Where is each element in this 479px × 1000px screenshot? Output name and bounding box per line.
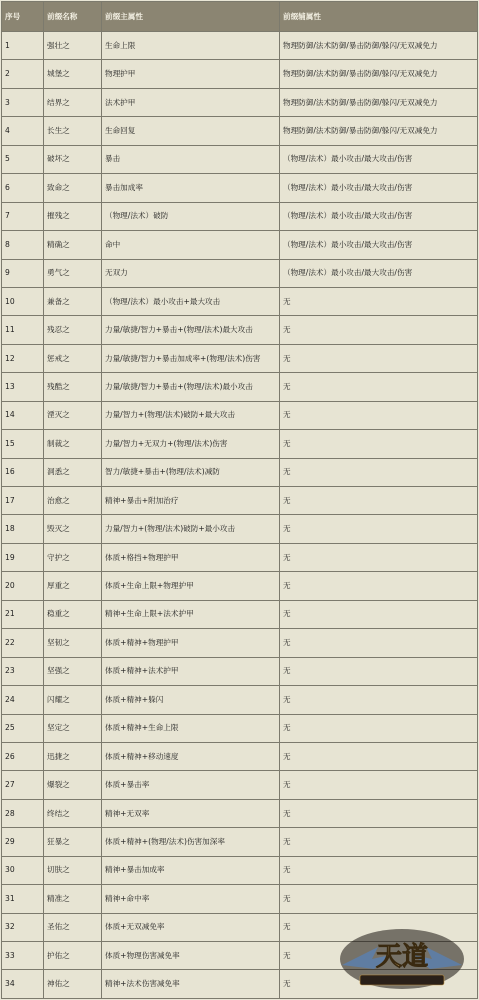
cell-main-attribute: 体质+精神+躲闪	[102, 686, 280, 714]
cell-index: 20	[2, 572, 44, 600]
cell-main-attribute: 精神+暴击加成率	[102, 856, 280, 884]
cell-sub-attribute: 无	[280, 316, 478, 344]
logo-subtitle-bar	[360, 975, 444, 985]
cell-index: 5	[2, 145, 44, 173]
cell-sub-attribute: 物理防御/法术防御/暴击防御/躲闪/无双减免力	[280, 60, 478, 88]
table-row	[2, 259, 478, 287]
cell-index: 10	[2, 287, 44, 315]
table-row	[2, 231, 478, 259]
cell-main-attribute: 体质+精神+移动速度	[102, 742, 280, 770]
cell-prefix-name: 迅捷之	[44, 742, 102, 770]
table-row	[2, 373, 478, 401]
table-row	[2, 629, 478, 657]
cell-main-attribute: 智力/敏捷+暴击+(物理/法术)减防	[102, 458, 280, 486]
cell-main-attribute: 体质+精神+物理护甲	[102, 629, 280, 657]
table-row	[2, 430, 478, 458]
table-row	[2, 799, 478, 827]
cell-prefix-name: 精准之	[44, 885, 102, 913]
cell-sub-attribute: 无	[280, 799, 478, 827]
cell-main-attribute: 体质+格挡+物理护甲	[102, 543, 280, 571]
cell-prefix-name: 制裁之	[44, 430, 102, 458]
cell-prefix-name: 稳重之	[44, 600, 102, 628]
table-row	[2, 145, 478, 173]
cell-index: 9	[2, 259, 44, 287]
cell-main-attribute: 体质+精神+(物理/法术)伤害加深率	[102, 828, 280, 856]
table-row	[2, 117, 478, 145]
logo-title: 天道	[375, 942, 429, 972]
cell-main-attribute: 力量/智力+无双力+(物理/法术)伤害	[102, 430, 280, 458]
prefix-attribute-table	[1, 1, 478, 999]
cell-main-attribute: 体质+精神+生命上限	[102, 714, 280, 742]
cell-main-attribute: 生命回复	[102, 117, 280, 145]
cell-index: 15	[2, 430, 44, 458]
header-main-attribute: 前缀主属性	[102, 2, 280, 32]
table-row	[2, 657, 478, 685]
cell-index: 16	[2, 458, 44, 486]
cell-main-attribute: 精神+命中率	[102, 885, 280, 913]
header-prefix-name: 前缀名称	[44, 2, 102, 32]
cell-prefix-name: 惩戒之	[44, 344, 102, 372]
cell-prefix-name: 爆裂之	[44, 771, 102, 799]
table-row	[2, 572, 478, 600]
cell-index: 32	[2, 913, 44, 941]
cell-prefix-name: 致命之	[44, 174, 102, 202]
cell-main-attribute: 力量/敏捷/智力+暴击+(物理/法术)最大攻击	[102, 316, 280, 344]
cell-prefix-name: 神佑之	[44, 970, 102, 998]
cell-prefix-name: 兼备之	[44, 287, 102, 315]
cell-main-attribute: （物理/法术）最小攻击+最大攻击	[102, 287, 280, 315]
table-row	[2, 316, 478, 344]
cell-index: 18	[2, 515, 44, 543]
table-body	[2, 32, 478, 999]
cell-sub-attribute: 无	[280, 970, 478, 998]
cell-prefix-name: 洞悉之	[44, 458, 102, 486]
cell-main-attribute: 体质+物理伤害减免率	[102, 942, 280, 970]
cell-sub-attribute: 无	[280, 401, 478, 429]
cell-sub-attribute: 物理防御/法术防御/暴击防御/躲闪/无双减免力	[280, 32, 478, 60]
table-header-row	[2, 2, 478, 32]
cell-sub-attribute: 无	[280, 913, 478, 941]
cell-index: 12	[2, 344, 44, 372]
cell-main-attribute: 精神+暴击+附加治疗	[102, 487, 280, 515]
cell-main-attribute: 力量/敏捷/智力+暴击加成率+(物理/法术)伤害	[102, 344, 280, 372]
cell-index: 8	[2, 231, 44, 259]
cell-sub-attribute: 无	[280, 543, 478, 571]
cell-main-attribute: 命中	[102, 231, 280, 259]
cell-prefix-name: 残酷之	[44, 373, 102, 401]
cell-index: 33	[2, 942, 44, 970]
cell-main-attribute: 力量/敏捷/智力+暴击+(物理/法术)最小攻击	[102, 373, 280, 401]
cell-prefix-name: 精确之	[44, 231, 102, 259]
table-row	[2, 742, 478, 770]
table-row	[2, 60, 478, 88]
cell-prefix-name: 湮灭之	[44, 401, 102, 429]
cell-prefix-name: 坚韧之	[44, 629, 102, 657]
cell-index: 31	[2, 885, 44, 913]
cell-index: 2	[2, 60, 44, 88]
cell-index: 30	[2, 856, 44, 884]
cell-prefix-name: 切肤之	[44, 856, 102, 884]
header-index: 序号	[2, 2, 44, 32]
table-row	[2, 686, 478, 714]
cell-sub-attribute: 无	[280, 600, 478, 628]
cell-main-attribute: 体质+生命上限+物理护甲	[102, 572, 280, 600]
cell-sub-attribute: （物理/法术）最小攻击/最大攻击/伤害	[280, 231, 478, 259]
cell-sub-attribute: （物理/法术）最小攻击/最大攻击/伤害	[280, 145, 478, 173]
cell-sub-attribute: 无	[280, 487, 478, 515]
cell-main-attribute: 体质+暴击率	[102, 771, 280, 799]
cell-index: 34	[2, 970, 44, 998]
cell-index: 3	[2, 88, 44, 116]
cell-sub-attribute: 无	[280, 430, 478, 458]
cell-index: 22	[2, 629, 44, 657]
game-logo	[338, 925, 466, 993]
table-row	[2, 287, 478, 315]
cell-sub-attribute: 无	[280, 515, 478, 543]
cell-main-attribute: 体质+无双减免率	[102, 913, 280, 941]
cell-main-attribute: 精神+无双率	[102, 799, 280, 827]
cell-prefix-name: 勇气之	[44, 259, 102, 287]
cell-index: 4	[2, 117, 44, 145]
cell-sub-attribute: 无	[280, 686, 478, 714]
header-sub-attribute: 前缀辅属性	[280, 2, 478, 32]
cell-main-attribute: 暴击	[102, 145, 280, 173]
cell-prefix-name: 厚重之	[44, 572, 102, 600]
cell-sub-attribute: 无	[280, 828, 478, 856]
cell-sub-attribute: 无	[280, 942, 478, 970]
cell-sub-attribute: 无	[280, 856, 478, 884]
cell-index: 11	[2, 316, 44, 344]
cell-prefix-name: 城堡之	[44, 60, 102, 88]
cell-index: 14	[2, 401, 44, 429]
cell-sub-attribute: 无	[280, 344, 478, 372]
cell-prefix-name: 结界之	[44, 88, 102, 116]
table-row	[2, 32, 478, 60]
cell-index: 24	[2, 686, 44, 714]
cell-prefix-name: 圣佑之	[44, 913, 102, 941]
cell-main-attribute: 法术护甲	[102, 88, 280, 116]
table-row	[2, 714, 478, 742]
cell-sub-attribute: 无	[280, 572, 478, 600]
cell-index: 19	[2, 543, 44, 571]
cell-index: 28	[2, 799, 44, 827]
table-row	[2, 401, 478, 429]
cell-prefix-name: 守护之	[44, 543, 102, 571]
table-row	[2, 202, 478, 230]
table-row	[2, 174, 478, 202]
cell-prefix-name: 护佑之	[44, 942, 102, 970]
cell-index: 13	[2, 373, 44, 401]
table-row	[2, 487, 478, 515]
cell-sub-attribute: 无	[280, 742, 478, 770]
cell-sub-attribute: （物理/法术）最小攻击/最大攻击/伤害	[280, 259, 478, 287]
table-row	[2, 856, 478, 884]
cell-main-attribute: 精神+生命上限+法术护甲	[102, 600, 280, 628]
table-row	[2, 885, 478, 913]
cell-index: 6	[2, 174, 44, 202]
cell-prefix-name: 终结之	[44, 799, 102, 827]
cell-main-attribute: 力量/智力+(物理/法术)破防+最小攻击	[102, 515, 280, 543]
cell-index: 27	[2, 771, 44, 799]
cell-prefix-name: 长生之	[44, 117, 102, 145]
cell-index: 26	[2, 742, 44, 770]
cell-main-attribute: 力量/智力+(物理/法术)破防+最大攻击	[102, 401, 280, 429]
table-row	[2, 344, 478, 372]
cell-sub-attribute: 无	[280, 657, 478, 685]
cell-prefix-name: 破坏之	[44, 145, 102, 173]
cell-prefix-name: 摧残之	[44, 202, 102, 230]
cell-index: 17	[2, 487, 44, 515]
cell-sub-attribute: （物理/法术）最小攻击/最大攻击/伤害	[280, 174, 478, 202]
table-row	[2, 458, 478, 486]
cell-sub-attribute: 物理防御/法术防御/暴击防御/躲闪/无双减免力	[280, 117, 478, 145]
cell-index: 29	[2, 828, 44, 856]
cell-main-attribute: （物理/法术）破防	[102, 202, 280, 230]
cell-main-attribute: 精神+法术伤害减免率	[102, 970, 280, 998]
cell-main-attribute: 生命上限	[102, 32, 280, 60]
cell-prefix-name: 狂暴之	[44, 828, 102, 856]
cell-sub-attribute: 无	[280, 629, 478, 657]
table-row	[2, 771, 478, 799]
cell-index: 23	[2, 657, 44, 685]
cell-prefix-name: 坚强之	[44, 657, 102, 685]
cell-prefix-name: 毁灭之	[44, 515, 102, 543]
table-row	[2, 600, 478, 628]
cell-prefix-name: 闪耀之	[44, 686, 102, 714]
cell-prefix-name: 残忍之	[44, 316, 102, 344]
cell-sub-attribute: 无	[280, 373, 478, 401]
cell-sub-attribute: 无	[280, 714, 478, 742]
cell-index: 7	[2, 202, 44, 230]
cell-main-attribute: 无双力	[102, 259, 280, 287]
cell-sub-attribute: 无	[280, 885, 478, 913]
cell-prefix-name: 坚定之	[44, 714, 102, 742]
cell-main-attribute: 暴击加成率	[102, 174, 280, 202]
cell-prefix-name: 强壮之	[44, 32, 102, 60]
cell-sub-attribute: （物理/法术）最小攻击/最大攻击/伤害	[280, 202, 478, 230]
cell-index: 25	[2, 714, 44, 742]
table-row	[2, 88, 478, 116]
cell-sub-attribute: 无	[280, 287, 478, 315]
table-row	[2, 828, 478, 856]
cell-sub-attribute: 物理防御/法术防御/暴击防御/躲闪/无双减免力	[280, 88, 478, 116]
cell-sub-attribute: 无	[280, 458, 478, 486]
cell-index: 21	[2, 600, 44, 628]
table-row	[2, 515, 478, 543]
cell-main-attribute: 物理护甲	[102, 60, 280, 88]
cell-main-attribute: 体质+精神+法术护甲	[102, 657, 280, 685]
cell-sub-attribute: 无	[280, 771, 478, 799]
cell-prefix-name: 治愈之	[44, 487, 102, 515]
table-row	[2, 543, 478, 571]
cell-index: 1	[2, 32, 44, 60]
